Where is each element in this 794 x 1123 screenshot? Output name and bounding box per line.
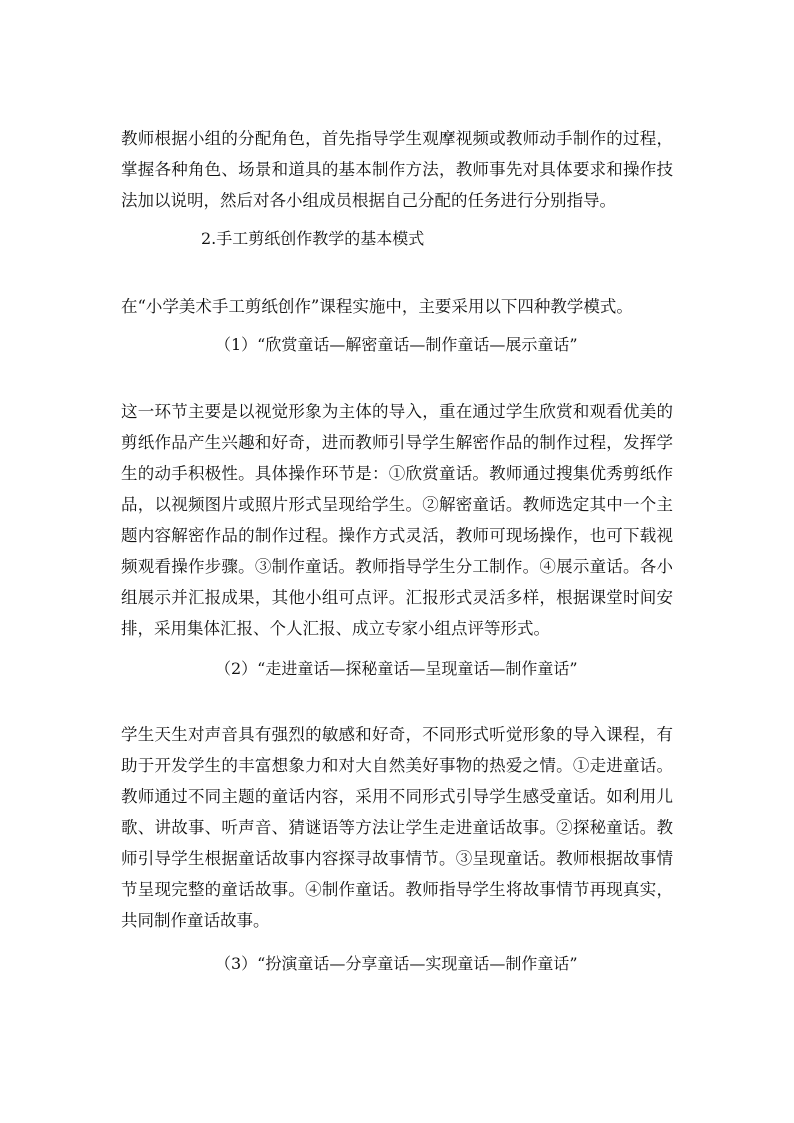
body-paragraph-1: 教师根据小组的分配角色，首先指导学生观摩视频或教师动手制作的过程，掌握各种角色、场景和道具的基本制作方法，教师事先对具体要求和操作技法加以说明，然后对各小组成员根据自己分配的任务进行分别指导。: [121, 129, 673, 210]
subheading-mode-1: （1）“欣赏童话—解密童话—制作童话—展示童话”: [215, 335, 578, 354]
body-paragraph-4: 学生天生对声音具有强烈的敏感和好奇，不同形式听觉形象的导入课程，有助于开发学生的丰富想象力和对大自然美好事物的热爱之情。①走进童话。教师通过不同主题的童话内容，采用不同形式引导学生感受童话。如利用儿歌、讲故事、听声音、猜谜语等方法让学生走进童话故事。②探秘童话。教师引导学生根据童话故事内容探寻故事情节。③呈现童话。教师根据故事情节呈现完整的童话故事。④制作童话。教师指导学生将故事情节再现真实，共同制作童话故事。: [121, 725, 673, 930]
subheading-mode-2: （2）“走进童话—探秘童话—呈现童话—制作童话”: [215, 659, 578, 678]
section-heading-2: 2.手工剪纸创作教学的基本模式: [201, 229, 425, 248]
body-paragraph-3: 这一环节主要是以视觉形象为主体的导入，重在通过学生欣赏和观看优美的剪纸作品产生兴趣和好奇，进而教师引导学生解密作品的制作过程，发挥学生的动手积极性。具体操作环节是：①欣赏童话。教师通过搜集优秀剪纸作品，以视频图片或照片形式呈现给学生。②解密童话。教师选定其中一个主题内容解密作品的制作过程。操作方式灵活，教师可现场操作，也可下载视频观看操作步骤。③制作童话。教师指导学生分工制作。④展示童话。各小组展示并汇报成果，其他小组可点评。汇报形式灵活多样，根据课堂时间安排，采用集体汇报、个人汇报、成立专家小组点评等形式。: [121, 402, 673, 638]
subheading-mode-3: （3）“扮演童话—分享童话—实现童话—制作童话”: [215, 954, 578, 973]
body-paragraph-2: 在“小学美术手工剪纸创作”课程实施中，主要采用以下四种教学模式。: [121, 297, 633, 316]
